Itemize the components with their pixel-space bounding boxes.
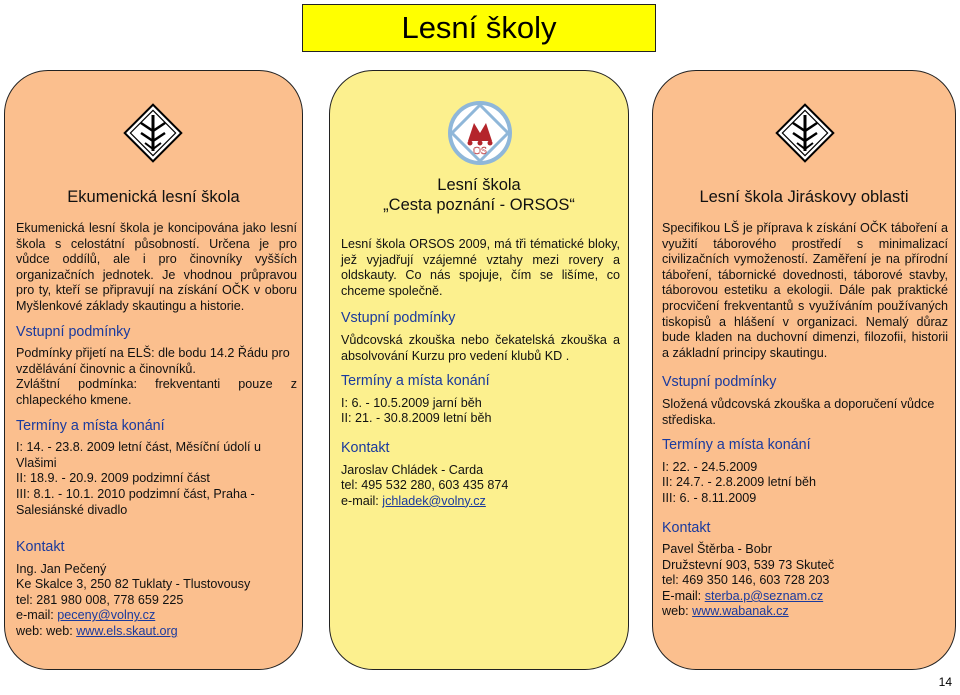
condition-text: Složená vůdcovská zkouška a doporučení vůdce střediska. [662, 396, 935, 427]
contact-email: E-mail: sterba.p@seznam.cz [662, 588, 824, 603]
contact-phone: tel: 469 350 146, 603 728 203 [662, 573, 830, 588]
svg-text:OS: OS [472, 145, 488, 157]
web-link[interactable]: www.els.skaut.org [76, 624, 178, 639]
card-ekumenicka [4, 70, 303, 670]
condition-text: Zvláštní podmínka: frekventanti pouze z chlapeckého kmene. [16, 377, 297, 407]
condition-text: Vůdcovská zkouška nebo čekatelská zkouška a absolvování Kurzu pro vedení klubů KD . [341, 332, 620, 363]
intro-text: Ekumenická lesní škola je koncipována jako lesní škola s celostátní působností. Určena je pro vůdce oddílů, ale i pro činovníky vyšších organizačních jednotek. Je vhodnou průpravou pro ty, kteří se připravují na získání OČK v oboru Myšlenkové základy skautingu a historie. [16, 221, 297, 313]
skaut-emblem-icon [123, 103, 183, 163]
contact-address: Družstevní 903, 539 73 Skuteč [662, 557, 835, 572]
term-text: III: 6. - 8.11.2009 [662, 490, 757, 505]
card-title: Lesní škola Jiráskovy oblasti [699, 188, 909, 206]
contact-name: Pavel Štěrba - Bobr [662, 542, 772, 557]
section-heading: Termíny a místa konání [662, 437, 811, 454]
term-text: I: 6. - 10.5.2009 jarní běh [341, 395, 482, 410]
card-title: Ekumenická lesní škola [67, 188, 240, 206]
email-link[interactable]: sterba.p@seznam.cz [704, 588, 824, 603]
condition-text: Podmínky přijetí na ELŠ: dle bodu 14.2 Řádu pro vzdělávání činovnic a činovníků. [16, 346, 290, 376]
section-heading: Termíny a místa konání [341, 373, 490, 390]
term-text: II: 21. - 30.8.2009 letní běh [341, 411, 492, 426]
web-link[interactable]: www.wabanak.cz [692, 604, 789, 619]
contact-email: e-mail: jchladek@volny.cz [341, 493, 486, 508]
contact-web: web: www.wabanak.cz [662, 604, 789, 619]
section-heading: Kontakt [662, 519, 711, 536]
contact-name: Ing. Jan Pečený [16, 561, 107, 576]
intro-text: Specifikou LŠ je příprava k získání OČK táboření a využití táborového prostředí s minimalizací civilizačních vymožeností. Zaměření je na přírodní táboření, tábornické dovednosti, táborové stavby, táborovou estetiku a ekologii. Dále pak praktické procvičení frekventantů s využíváním používaných tiskopisů a hlášení v organizaci. Nemalý důraz bude kladen na duchovní dimenzi, filozofii, historii a základní principy skautingu. [662, 221, 948, 360]
contact-address: Ke Skalce 3, 250 82 Tuklaty - Tlustovousy [16, 577, 251, 592]
contact-phone: tel: 495 532 280, 603 435 874 [341, 478, 509, 493]
card-title: Lesní škola [437, 176, 521, 194]
card-subtitle: „Cesta poznání - ORSOS“ [383, 196, 575, 214]
section-heading: Vstupní podmínky [341, 310, 456, 327]
term-text: II: 18.9. - 20.9. 2009 podzimní část [16, 471, 210, 486]
term-text: III: 8.1. - 10.1. 2010 podzimní část, Praha - Salesiánské divadlo [16, 486, 255, 517]
section-heading: Kontakt [341, 439, 390, 456]
intro-text: Lesní škola ORSOS 2009, má tři tématické bloky, jež vyjadřují vzájemné vztahy mezi rovery a oldskauty. Co nás spojuje, čím se lišíme, co chceme společně. [341, 237, 620, 298]
term-text: II: 24.7. - 2.8.2009 letní běh [662, 475, 817, 490]
page-title: Lesní školy [302, 4, 656, 52]
contact-phone: tel: 281 980 008, 778 659 225 [16, 592, 184, 607]
term-text: I: 22. - 24.5.2009 [662, 459, 758, 474]
contact-name: Jaroslav Chládek - Carda [341, 462, 484, 477]
card-orsos [329, 70, 629, 670]
page-number: 14 [938, 675, 952, 689]
email-link[interactable]: peceny@volny.cz [57, 608, 156, 623]
section-heading: Termíny a místa konání [16, 417, 165, 434]
term-text: I: 14. - 23.8. 2009 letní část, Měsíční údolí u Vlašimi [16, 440, 262, 470]
section-heading: Vstupní podmínky [662, 374, 777, 391]
orsos-logo-icon [448, 101, 512, 165]
section-heading: Kontakt [16, 539, 65, 556]
section-heading: Vstupní podmínky [16, 323, 131, 340]
email-link[interactable]: jchladek@volny.cz [382, 493, 486, 508]
contact-email: e-mail: peceny@volny.cz [16, 608, 156, 623]
skaut-emblem-icon [775, 103, 835, 163]
contact-web: web: web: www.els.skaut.org [16, 624, 178, 639]
card-jiraskovy [652, 70, 956, 670]
